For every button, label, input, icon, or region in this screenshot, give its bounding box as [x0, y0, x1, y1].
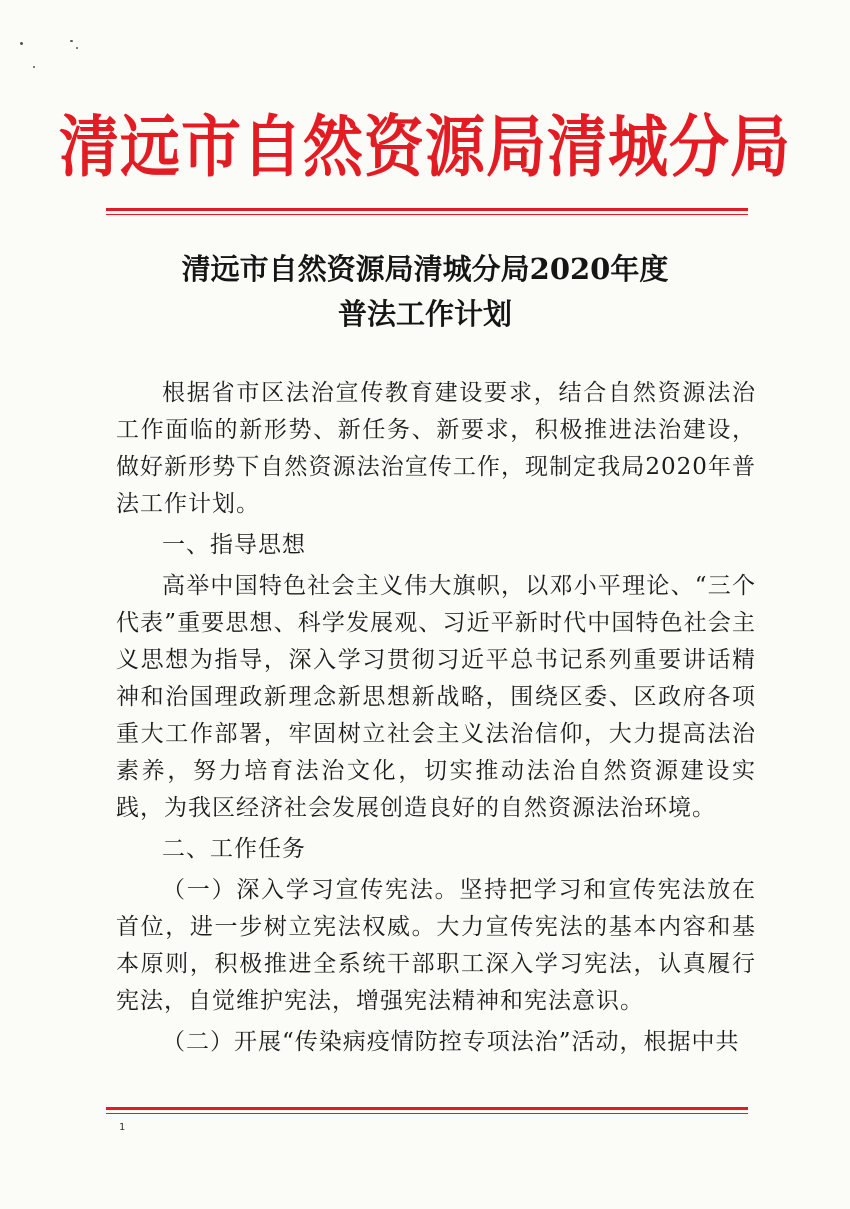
document-title-line2: 普法工作计划 [337, 297, 512, 331]
scan-speck [76, 47, 78, 49]
section-heading-work-tasks: 二、工作任务 [162, 836, 306, 862]
scan-speck [33, 66, 35, 68]
footer-divider [106, 1107, 748, 1114]
task-epidemic-paragraph: （二）开展“传染病疫情防控专项法治”活动，根据中共 [162, 1029, 740, 1055]
letterhead-org-name: 清远市自然资源局清城分局 [59, 108, 791, 187]
intro-paragraph: 根据省市区法治宣传教育建设要求，结合自然资源法治工作面临的新形势、新任务、新要求，积极推进法治建设，做好新形势下自然资源法治宣传工作，现制定我局2020年普法工作计划。 [116, 380, 756, 517]
scan-speck [70, 40, 73, 42]
scan-speck [20, 42, 23, 45]
letterhead-divider [106, 208, 748, 215]
document-body [116, 375, 756, 1065]
task-constitution-paragraph: （一）深入学习宣传宪法。坚持把学习和宣传宪法放在首位，进一步树立宪法权威。大力宣传宪法的基本内容和基本原则，积极推进全系统干部职工深入学习宪法，认真履行宪法，自觉维护宪法，增强宪法精神和宪法意识。 [116, 877, 756, 1014]
guiding-ideology-paragraph: 高举中国特色社会主义伟大旗帜，以邓小平理论、“三个代表”重要思想、科学发展观、习近平新时代中国特色社会主义思想为指导，深入学习贯彻习近平总书记系列重要讲话精神和治国理政新理念新思想新战略，围绕区委、区政府各项重大工作部署，牢固树立社会主义法治信仰，大力提高法治素养，努力培育法治文化，切实推动法治自然资源建设实践，为我区经济社会发展创造良好的自然资源法治环境。 [116, 573, 756, 821]
section-heading-guiding-ideology: 一、指导思想 [162, 532, 306, 558]
document-title-line1: 清远市自然资源局清城分局2020年度 [181, 252, 669, 286]
page-mark: 1 [119, 1122, 126, 1133]
document-title [0, 247, 850, 337]
